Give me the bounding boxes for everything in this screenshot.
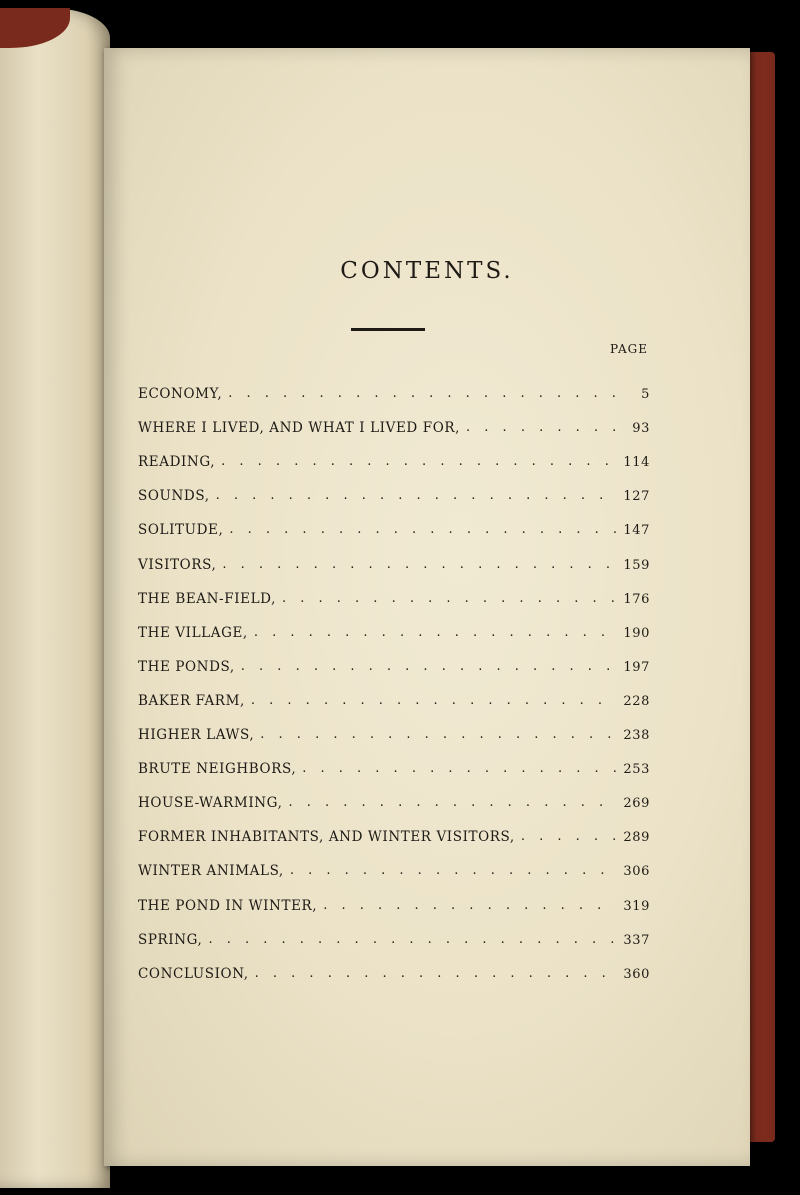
dot-leader <box>282 592 616 607</box>
toc-entry <box>138 607 650 641</box>
toc-entry-title: THE POND IN WINTER, <box>138 897 318 914</box>
toc-entry-title: BAKER FARM, <box>138 692 245 709</box>
toc-entry-title: WHERE I LIVED, AND WHAT I LIVED FOR, <box>138 420 461 437</box>
toc-entry <box>138 709 650 743</box>
toc-entry-title: READING, <box>138 454 216 471</box>
title-rule <box>351 328 425 331</box>
toc-entry-page: 5 <box>641 387 650 403</box>
dot-leader <box>221 455 616 470</box>
dot-leader <box>521 830 616 845</box>
page-title: CONTENTS. <box>340 258 514 284</box>
contents-page <box>104 48 750 1166</box>
toc-entry-title: WINTER ANIMALS, <box>138 863 284 880</box>
toc-entry-title: SPRING, <box>138 931 203 948</box>
toc-entry-title: VISITORS, <box>138 556 217 573</box>
dot-leader <box>241 660 616 675</box>
toc-entry-page: 114 <box>623 455 650 471</box>
dot-leader <box>222 558 616 573</box>
toc-entry <box>138 436 650 470</box>
left-page-edge <box>0 8 110 1188</box>
toc-entry-page: 238 <box>623 728 650 744</box>
dot-leader <box>290 864 616 879</box>
toc-entry-page: 319 <box>623 898 650 914</box>
toc-entry-page: 337 <box>623 932 650 948</box>
toc-entry-page: 190 <box>623 625 650 641</box>
toc-entry-title: HIGHER LAWS, <box>138 727 255 744</box>
toc-entry <box>138 470 650 504</box>
toc-entry <box>138 675 650 709</box>
toc-entry <box>138 641 650 675</box>
dot-leader <box>254 626 616 641</box>
toc-entry <box>138 743 650 777</box>
dot-leader <box>216 489 616 504</box>
dot-leader <box>466 421 616 436</box>
toc-entry <box>138 845 650 879</box>
dot-leader <box>260 728 616 743</box>
toc-entry <box>138 368 650 402</box>
toc-entry <box>138 914 650 948</box>
toc-entry-page: 269 <box>623 796 650 812</box>
toc-entry-page: 197 <box>623 659 650 675</box>
toc-entry-title: FORMER INHABITANTS, AND WINTER VISITORS, <box>138 829 515 846</box>
toc-entry-page: 253 <box>623 762 650 778</box>
toc-entry <box>138 538 650 572</box>
toc-entry-title: HOUSE-WARMING, <box>138 795 283 812</box>
toc-entry <box>138 811 650 845</box>
toc-entry-page: 176 <box>623 591 650 607</box>
toc-entry-title: THE PONDS, <box>138 658 235 675</box>
page-column-header: PAGE <box>610 342 648 356</box>
toc-entry-title: THE BEAN-FIELD, <box>138 590 276 607</box>
toc-entry-title: THE VILLAGE, <box>138 624 248 641</box>
toc-entry-page: 289 <box>623 830 650 846</box>
toc-entry <box>138 879 650 913</box>
toc-entry <box>138 402 650 436</box>
toc-entry-page: 127 <box>623 489 650 505</box>
dot-leader <box>251 694 616 709</box>
dot-leader <box>208 933 616 948</box>
toc-entry-page: 306 <box>623 864 650 880</box>
table-of-contents <box>138 368 650 982</box>
dot-leader <box>255 967 616 982</box>
dot-leader <box>229 523 616 538</box>
toc-entry <box>138 948 650 982</box>
toc-entry-page: 93 <box>632 421 650 437</box>
toc-entry-page: 228 <box>623 693 650 709</box>
toc-entry-title: BRUTE NEIGHBORS, <box>138 761 297 778</box>
left-cover-corner <box>0 8 70 48</box>
dot-leader <box>228 387 616 402</box>
toc-entry-title: SOUNDS, <box>138 488 210 505</box>
dot-leader <box>288 796 616 811</box>
toc-entry <box>138 504 650 538</box>
toc-entry-title: CONCLUSION, <box>138 965 249 982</box>
toc-entry-title: ECONOMY, <box>138 386 223 403</box>
toc-entry-page: 360 <box>623 966 650 982</box>
toc-entry <box>138 573 650 607</box>
dot-leader <box>302 762 616 777</box>
dot-leader <box>323 899 616 914</box>
toc-entry <box>138 777 650 811</box>
toc-entry-title: SOLITUDE, <box>138 522 224 539</box>
toc-entry-page: 147 <box>623 523 650 539</box>
toc-entry-page: 159 <box>623 557 650 573</box>
